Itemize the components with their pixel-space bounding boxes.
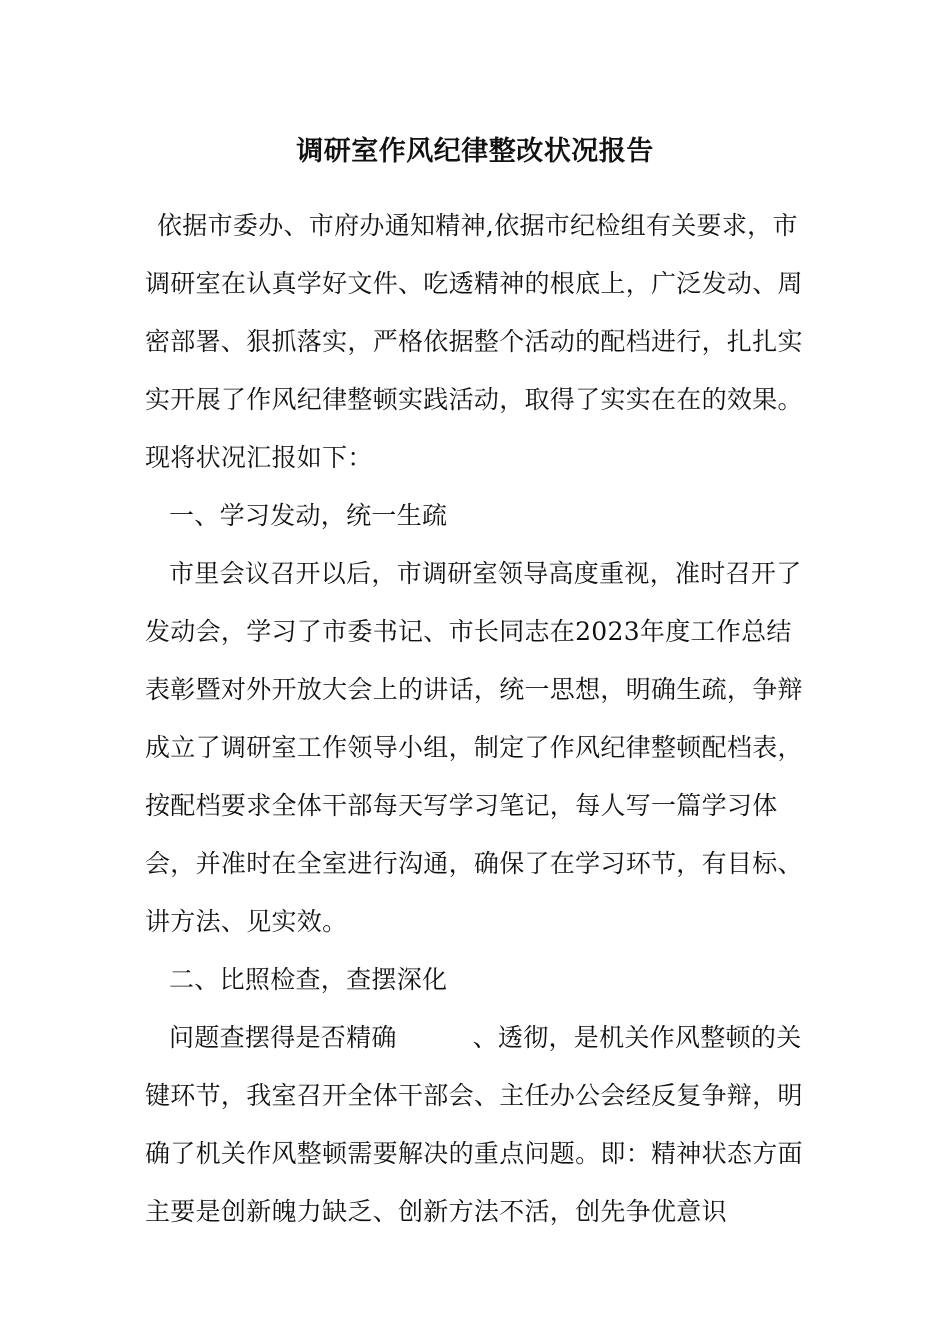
section-1-heading: 一、学习发动，统一生疏 bbox=[169, 501, 448, 530]
document-title: 调研室作风纪律整改状况报告 bbox=[296, 136, 654, 167]
section-1-paragraph: 市里会议召开以后，市调研室领导高度重视，准时召开了发动会，学习了市委书记、市长同志在2023年度工作总结表彰暨对外开放大会上的讲话，统一思想，明确生疏，争辩成立了调研室工作领导小组，制定了作风纪律整顿配档表，按配档要求全体干部每天写学习笔记，每人写一篇学习体会，并准时在全室进行沟通，确保了在学习环节，有目标、讲方法、见实效。 bbox=[145, 559, 803, 936]
section-2-heading: 二、比照检查，查摆深化 bbox=[169, 965, 448, 994]
section-2-paragraph: 问题查摆得是否精确 、透彻，是机关作风整顿的关键环节，我室召开全体干部会、主任办公会经反复争辩，明确了机关作风整顿需要解决的重点问题。即：精神状态方面主要是创新魄力缺乏、创新方法不活，创先争优意识 bbox=[145, 1023, 803, 1226]
intro-paragraph: 依据市委办、市府办通知精神,依据市纪检组有关要求，市调研室在认真学好文件、吃透精神的根底上，广泛发动、周密部署、狠抓落实，严格依据整个活动的配档进行，扎扎实实开展了作风纪律整顿实践活动，取得了实实在在的效果。现将状况汇报如下： bbox=[145, 211, 803, 472]
document-body bbox=[145, 197, 810, 1241]
